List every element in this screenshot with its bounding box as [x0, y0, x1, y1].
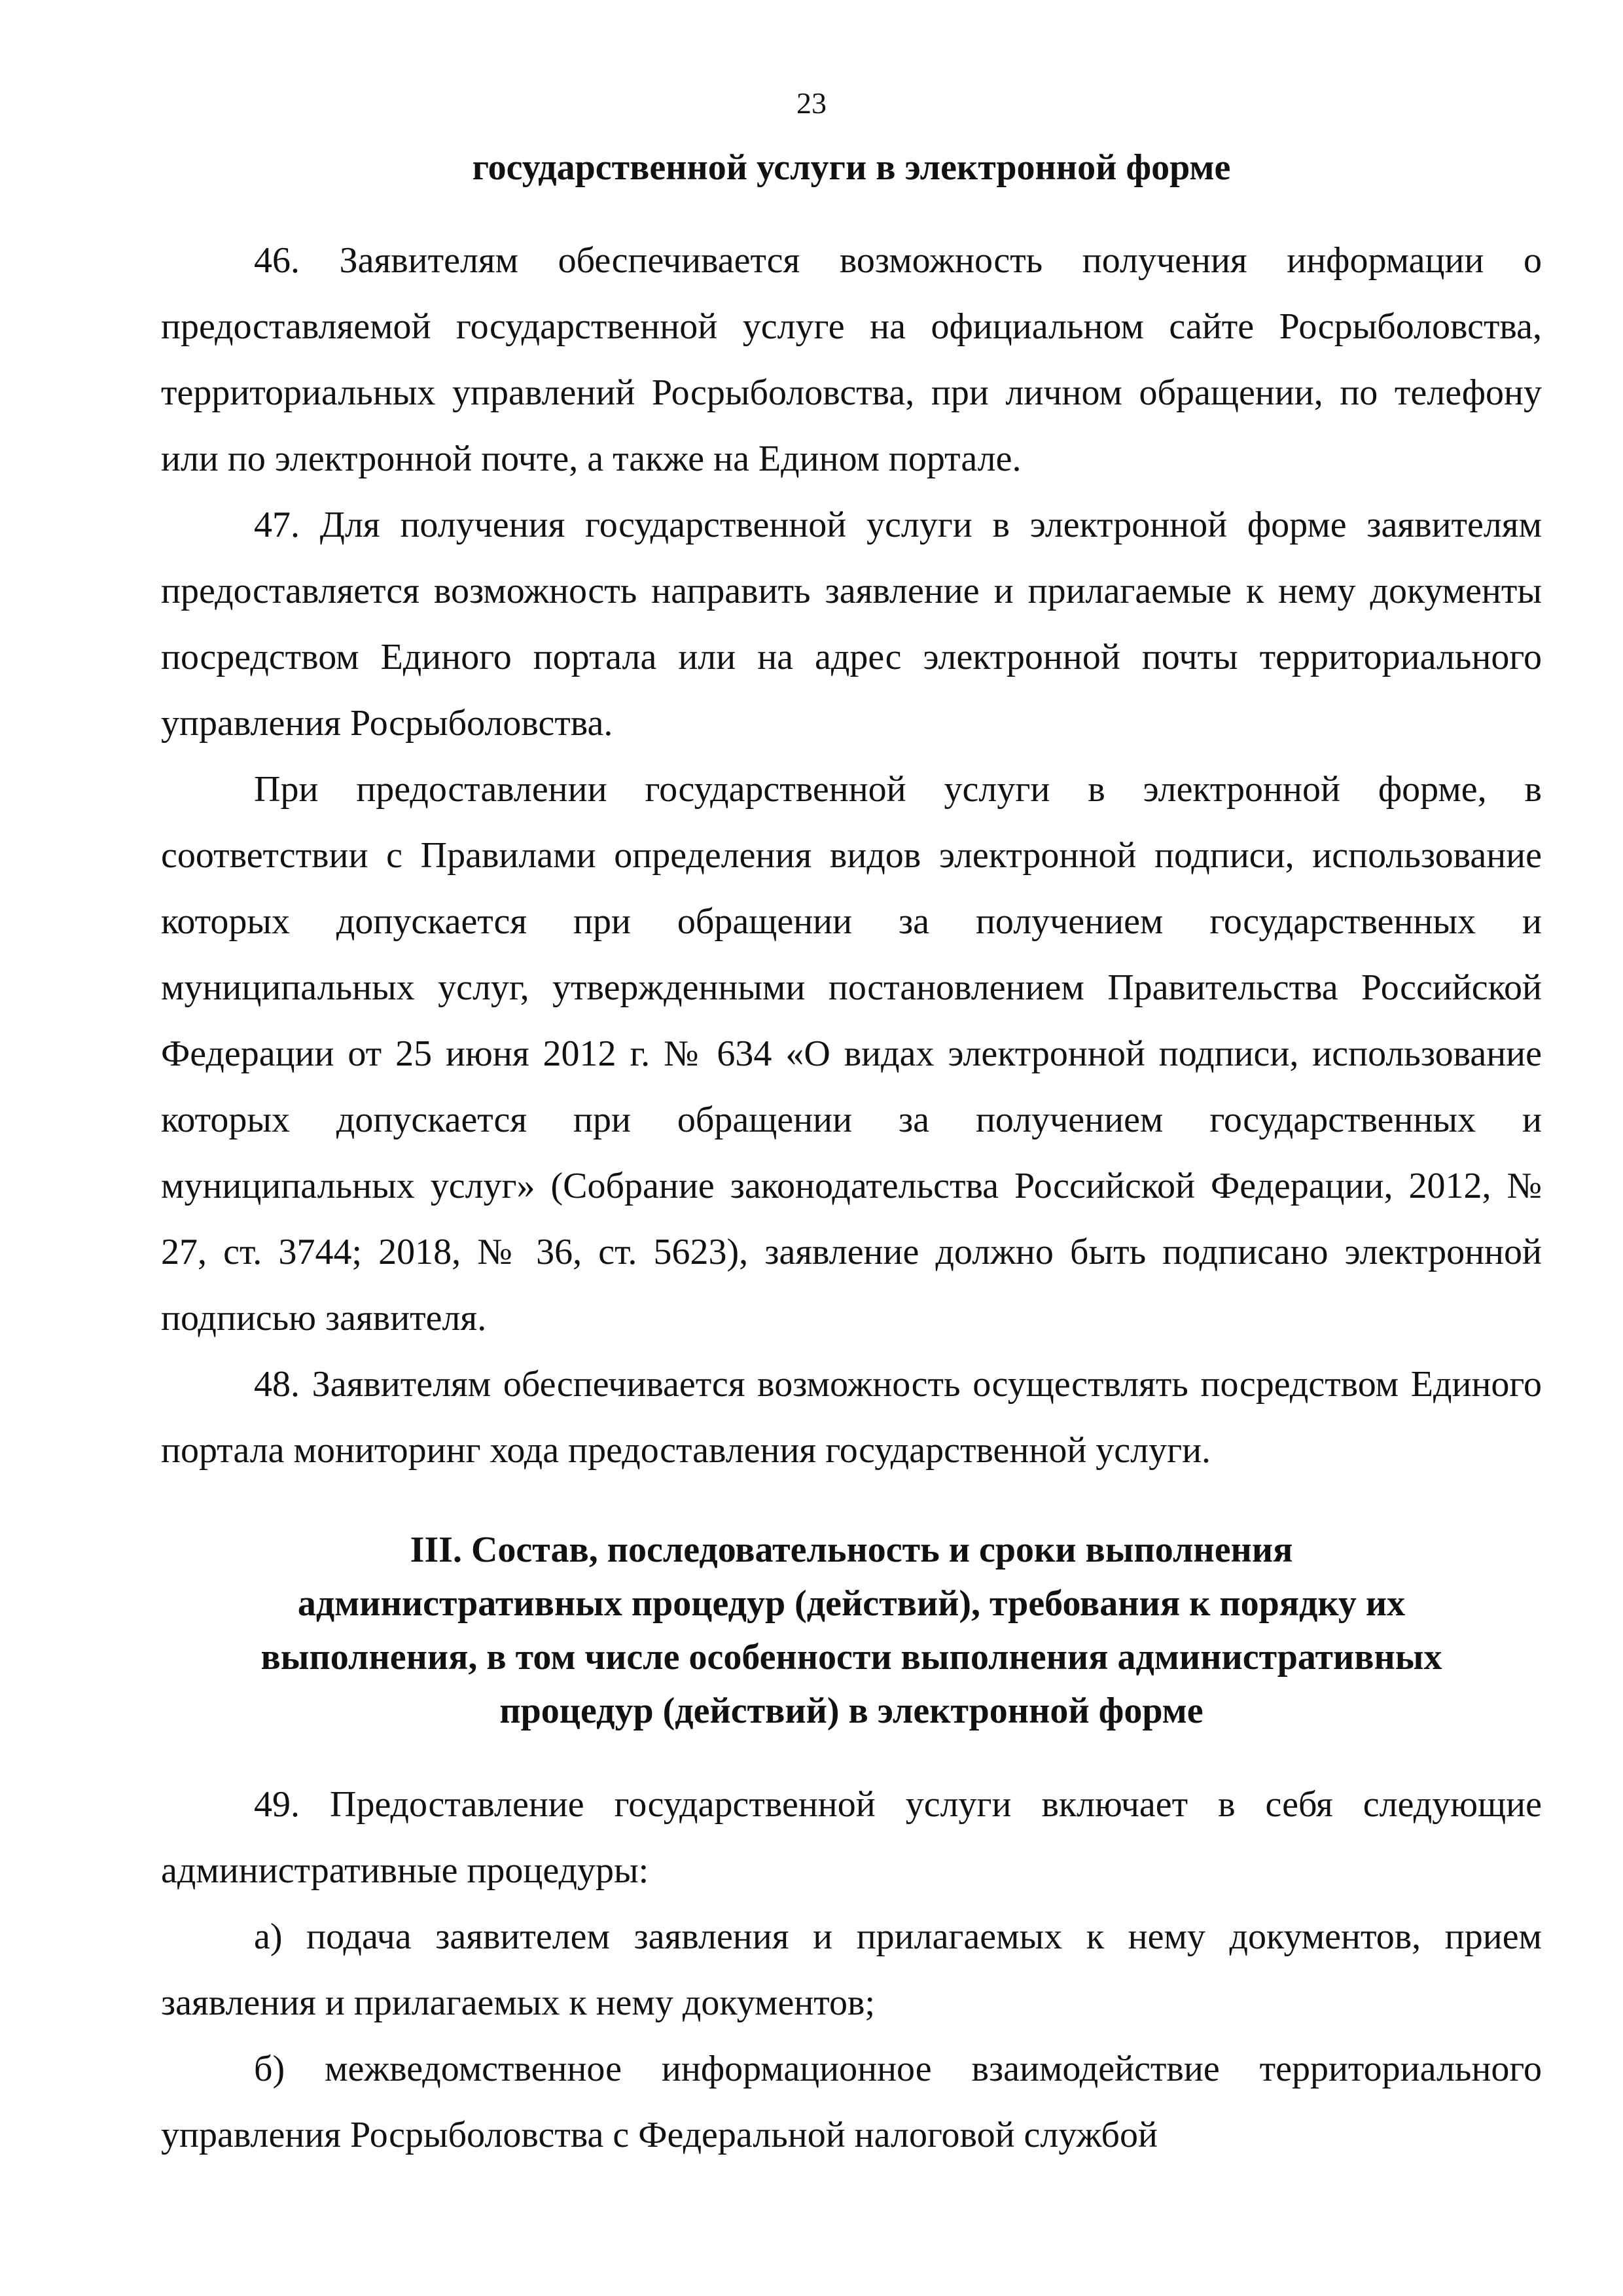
continued-heading: государственной услуги в электронной форме: [472, 147, 1231, 188]
section-heading-line: административных процедур (действий), требования к порядку их: [297, 1583, 1406, 1624]
paragraph-49: 49. Предоставление государственной услуги включает в себя следующие административные процедуры:: [161, 1784, 1542, 1891]
section-heading-line: III. Состав, последовательность и сроки выполнения: [410, 1530, 1293, 1570]
document-body: [161, 141, 1542, 2168]
page-number: 23: [796, 86, 827, 120]
section-heading-iii: [161, 1523, 1542, 1738]
paragraph-49-a: а) подача заявителем заявления и прилагаемых к нему документов, прием заявления и прилагаемых к нему документов;: [161, 1916, 1542, 2023]
section-heading-line: выполнения, в том числе особенности выполнения административных: [260, 1637, 1442, 1677]
paragraph-49-b: б) межведомственное информационное взаимодействие территориального управления Росрыболовства с Федеральной налоговой службой: [161, 2049, 1542, 2155]
paragraph-47: 47. Для получения государственной услуги в электронной форме заявителям предоставляется возможность направить заявление и прилагаемые к нему документы посредством Единого портала или на адрес электронной почты территориального управления Росрыболовства.: [161, 505, 1542, 744]
paragraph-46: 46. Заявителям обеспечивается возможность получения информации о предоставляемой государственной услуге на официальном сайте Росрыболовства, территориальных управлений Росрыболовства, при личном обращении, по телефону или по электронной почте, а также на Едином портале.: [161, 240, 1542, 479]
paragraph-electronic-signature: При предоставлении государственной услуги в электронной форме, в соответствии с Правилами определения видов электронной подписи, использование которых допускается при обращении за получением государственных и муниципальных услуг, утвержденными постановлением Правительства Российской Федерации от 25 июня 2012 г. № 634 «О видах электронной подписи, использование которых допускается при обращении за получением государственных и муниципальных услуг» (Собрание законодательства Российской Федерации, 2012, № 27, ст. 3744; 2018, № 36, ст. 5623), заявление должно быть подписано электронной подписью заявителя.: [161, 769, 1542, 1338]
paragraph-48: 48. Заявителям обеспечивается возможность осуществлять посредством Единого портала мониторинг хода предоставления государственной услуги.: [161, 1364, 1542, 1471]
section-heading-line: процедур (действий) в электронной форме: [499, 1691, 1204, 1731]
